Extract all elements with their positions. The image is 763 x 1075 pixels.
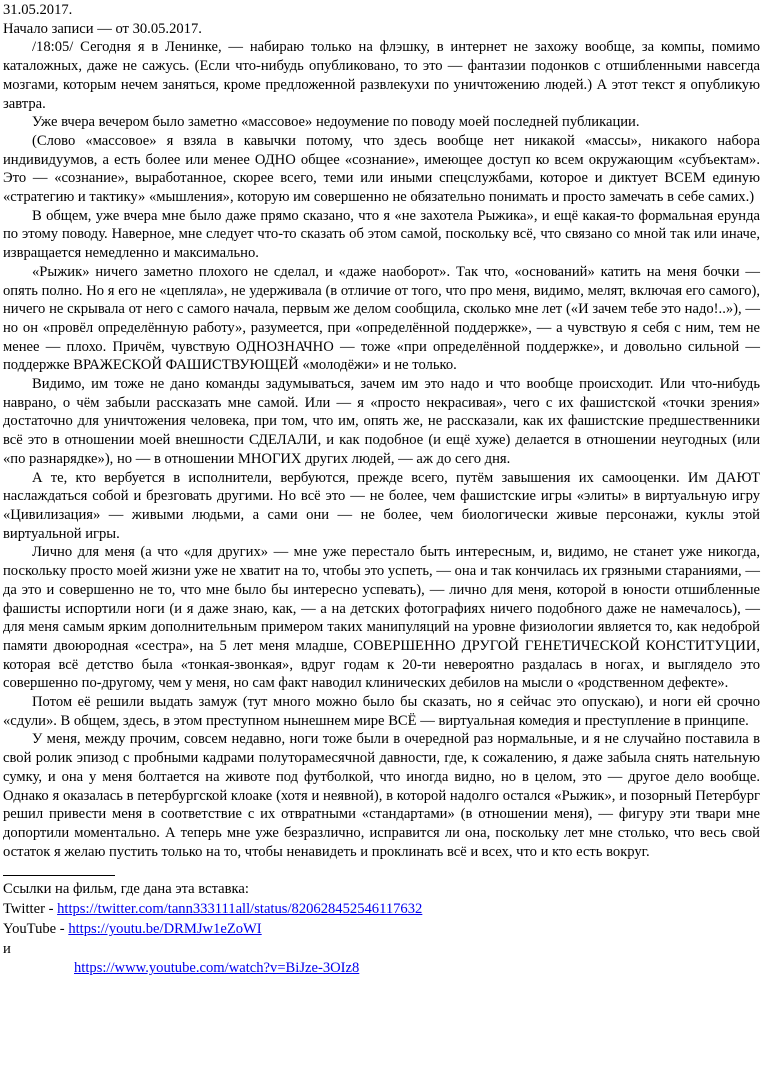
twitter-link[interactable]: https://twitter.com/tann333111all/status/820628452546117632 xyxy=(57,901,423,918)
twitter-label: Twitter - xyxy=(3,901,58,918)
entry-date: 31.05.2017. xyxy=(3,2,73,18)
footnote-divider xyxy=(3,875,115,876)
paragraph: «Рыжик» ничего заметно плохого не сделал, и «даже наоборот». Так что, «оснований» катить на меня бочки — опять полно. Но я его не «цепляла», не удерживала (в отличие от того, что про меня, видимо, мелят, включая его самого), ничего не скрывала от него с самого начала, первым же делом сообщила, сколько мне лет («И зачем тебе это надо!..»), — но он «провёл определённую работу», разумеется, при «определённой поддержке», — а чувствую я себя с ним, тем не менее — плохо. Причём, чувствую ОДНОЗНАЧНО — тоже «при определённой поддержке», и довольно сильной — поддержке ВРАЖЕСКОЙ ФАШИСТВУЮЩЕЙ «молодёжи» и не только. xyxy=(3,263,760,374)
entry-start-note: Начало записи — от 30.05.2017. xyxy=(3,20,202,37)
paragraph: /18:05/ Сегодня я в Ленинке, — набираю только на флэшку, в интернет не захожу вообще, за компы, помимо каталожных, даже не сажусь. (Если что-нибудь опубликовано, то это — фантазии подонков с отшибленными навсегда мозгами, которым нечем заняться, кроме предложенной развлекухи по уничтожению людей.) А этот текст я опубликую завтра. xyxy=(3,39,760,112)
paragraph: Видимо, им тоже не дано команды задумываться, зачем им это надо и что вообще происходит. Или что-нибудь наврано, о чём забыли рассказать мне самой. Или — я «просто некрасивая», чего с их фашистской «точки зрения» достаточно для уничтожения человека, при том, что им, опять же, не рассказали, как их фашистские предшественники всё это в отношении моей внешности СДЕЛАЛИ, и как подобное (и ещё хуже) делается в отношении неугодных (или «по разнарядке»), но — в отношении МНОГИХ других людей, — аж до сего дня. xyxy=(3,376,760,467)
paragraph: В общем, уже вчера мне было даже прямо сказано, что я «не захотела Рыжика», и ещё какая-то формальная ерунда по этому поводу. Наверное, мне следует что-то сказать об этом самой, поскольку всё, что связано со мной так или иначе, извращается немедленно и максимально. xyxy=(3,207,760,262)
youtube-label: YouTube - xyxy=(3,921,69,938)
paragraph: (Слово «массовое» я взяла в кавычки потому, что здесь вообще нет никакой «массы», никакого набора индивидуумов, а есть более или менее ОДНО общее «сознание», имеющее доступ ко всем окружающим «субъектам». Это — «сознание», выработанное, скорее всего, теми или иными спецслужбами, которое и диктует ВСЕМ единую «стратегию и тактику» «мышления», которую им совершенно не обязательно понимать и просто замечать в себе самих.) xyxy=(3,132,760,206)
youtube-link[interactable]: https://youtu.be/DRMJw1eZoWI xyxy=(68,921,262,938)
footnote-twitter-line xyxy=(3,899,760,919)
paragraph: Потом её решили выдать замуж (тут много можно было бы сказать, но я сейчас это опускаю), и ноги ей срочно «сдули». В общем, здесь, в этом преступном нынешнем мире ВСЁ — виртуальная комедия и преступление в принципе. xyxy=(3,694,760,729)
footnote-youtube-line-2 xyxy=(74,959,760,977)
paragraph: Лично для меня (а что «для других» — мне уже перестало быть интересным, и, видимо, не станет уже никогда, поскольку просто моей жизни уже не хватит на то, чтобы это успеть, — она и так кончилась их грязными стараниями, — да это и совершенно не то, что мне было бы интересно успевать), — лично для меня, которой в юности отшибленные фашисты испортили ноги (и я даже знаю, как, — а на детских фотографиях ничего подобного даже не намечалось), — для меня самым ярким дополнительным примером таких манипуляций на уровне физиологии является то, как недоброй памяти двоюродная «сестра», на 5 лет меня младше, СОВЕРШЕННО ДРУГОЙ ГЕНЕТИЧЕСКОЙ КОНСТИТУЦИИ, которая всё детство была «тонкая-звонкая», вдруг годам к 20-ти невероятно раздалась в ногах, и выглядело это совершенно по-другому, чем у меня, но сам факт наводил клинических дебилов на мысли о «родственном дефекте». xyxy=(3,544,760,692)
paragraph: У меня, между прочим, совсем недавно, ноги тоже были в очередной раз нормальные, и я не случайно поставила в свой ролик эпизод с пробными кадрами полуторамесячной давности, где, к сожалению, я даже забыла снять нательную сумку, и она у меня болтается на животе под футболкой, что иногда видно, но в целом, это — другое дело вообще. Однако я оказалась в петербургской клоаке (хотя и неявной), в которой надолго остался «Рыжик», и позорный Петербург решил привести меня в соответствие с их отвратными «стандартами» (в отношении меня), — фигуру эти твари мне допортили моментально. А теперь мне уже безразлично, исправится ли она, поскольку лет мне столько, что весь свой остаток я желаю пустить только на то, чтобы ненавидеть и проклинать всё и всех, что и кто есть вокруг. xyxy=(3,731,760,860)
footnote-intro: Ссылки на фильм, где дана эта вставка: xyxy=(3,881,249,898)
paragraph: Уже вчера вечером было заметно «массовое» недоумение по поводу моей последней публикации. xyxy=(32,114,640,131)
footnote-and: и xyxy=(3,941,11,958)
youtube-link-2[interactable]: https://www.youtube.com/watch?v=BiJze-3OIz8 xyxy=(74,960,360,977)
footnote-youtube-line xyxy=(3,919,760,939)
paragraph: А те, кто вербуется в исполнители, вербуются, прежде всего, путём завышения их самооценки. Им ДАЮТ наслаждаться собой и брезговать другими. Но всё это — не более, чем фашистские игры «элиты» в виртуальную игру «Цивилизация» — живыми людьми, а сами они — не более, чем биологически живые персонажи, куклы этой виртуальной игры. xyxy=(3,469,760,542)
